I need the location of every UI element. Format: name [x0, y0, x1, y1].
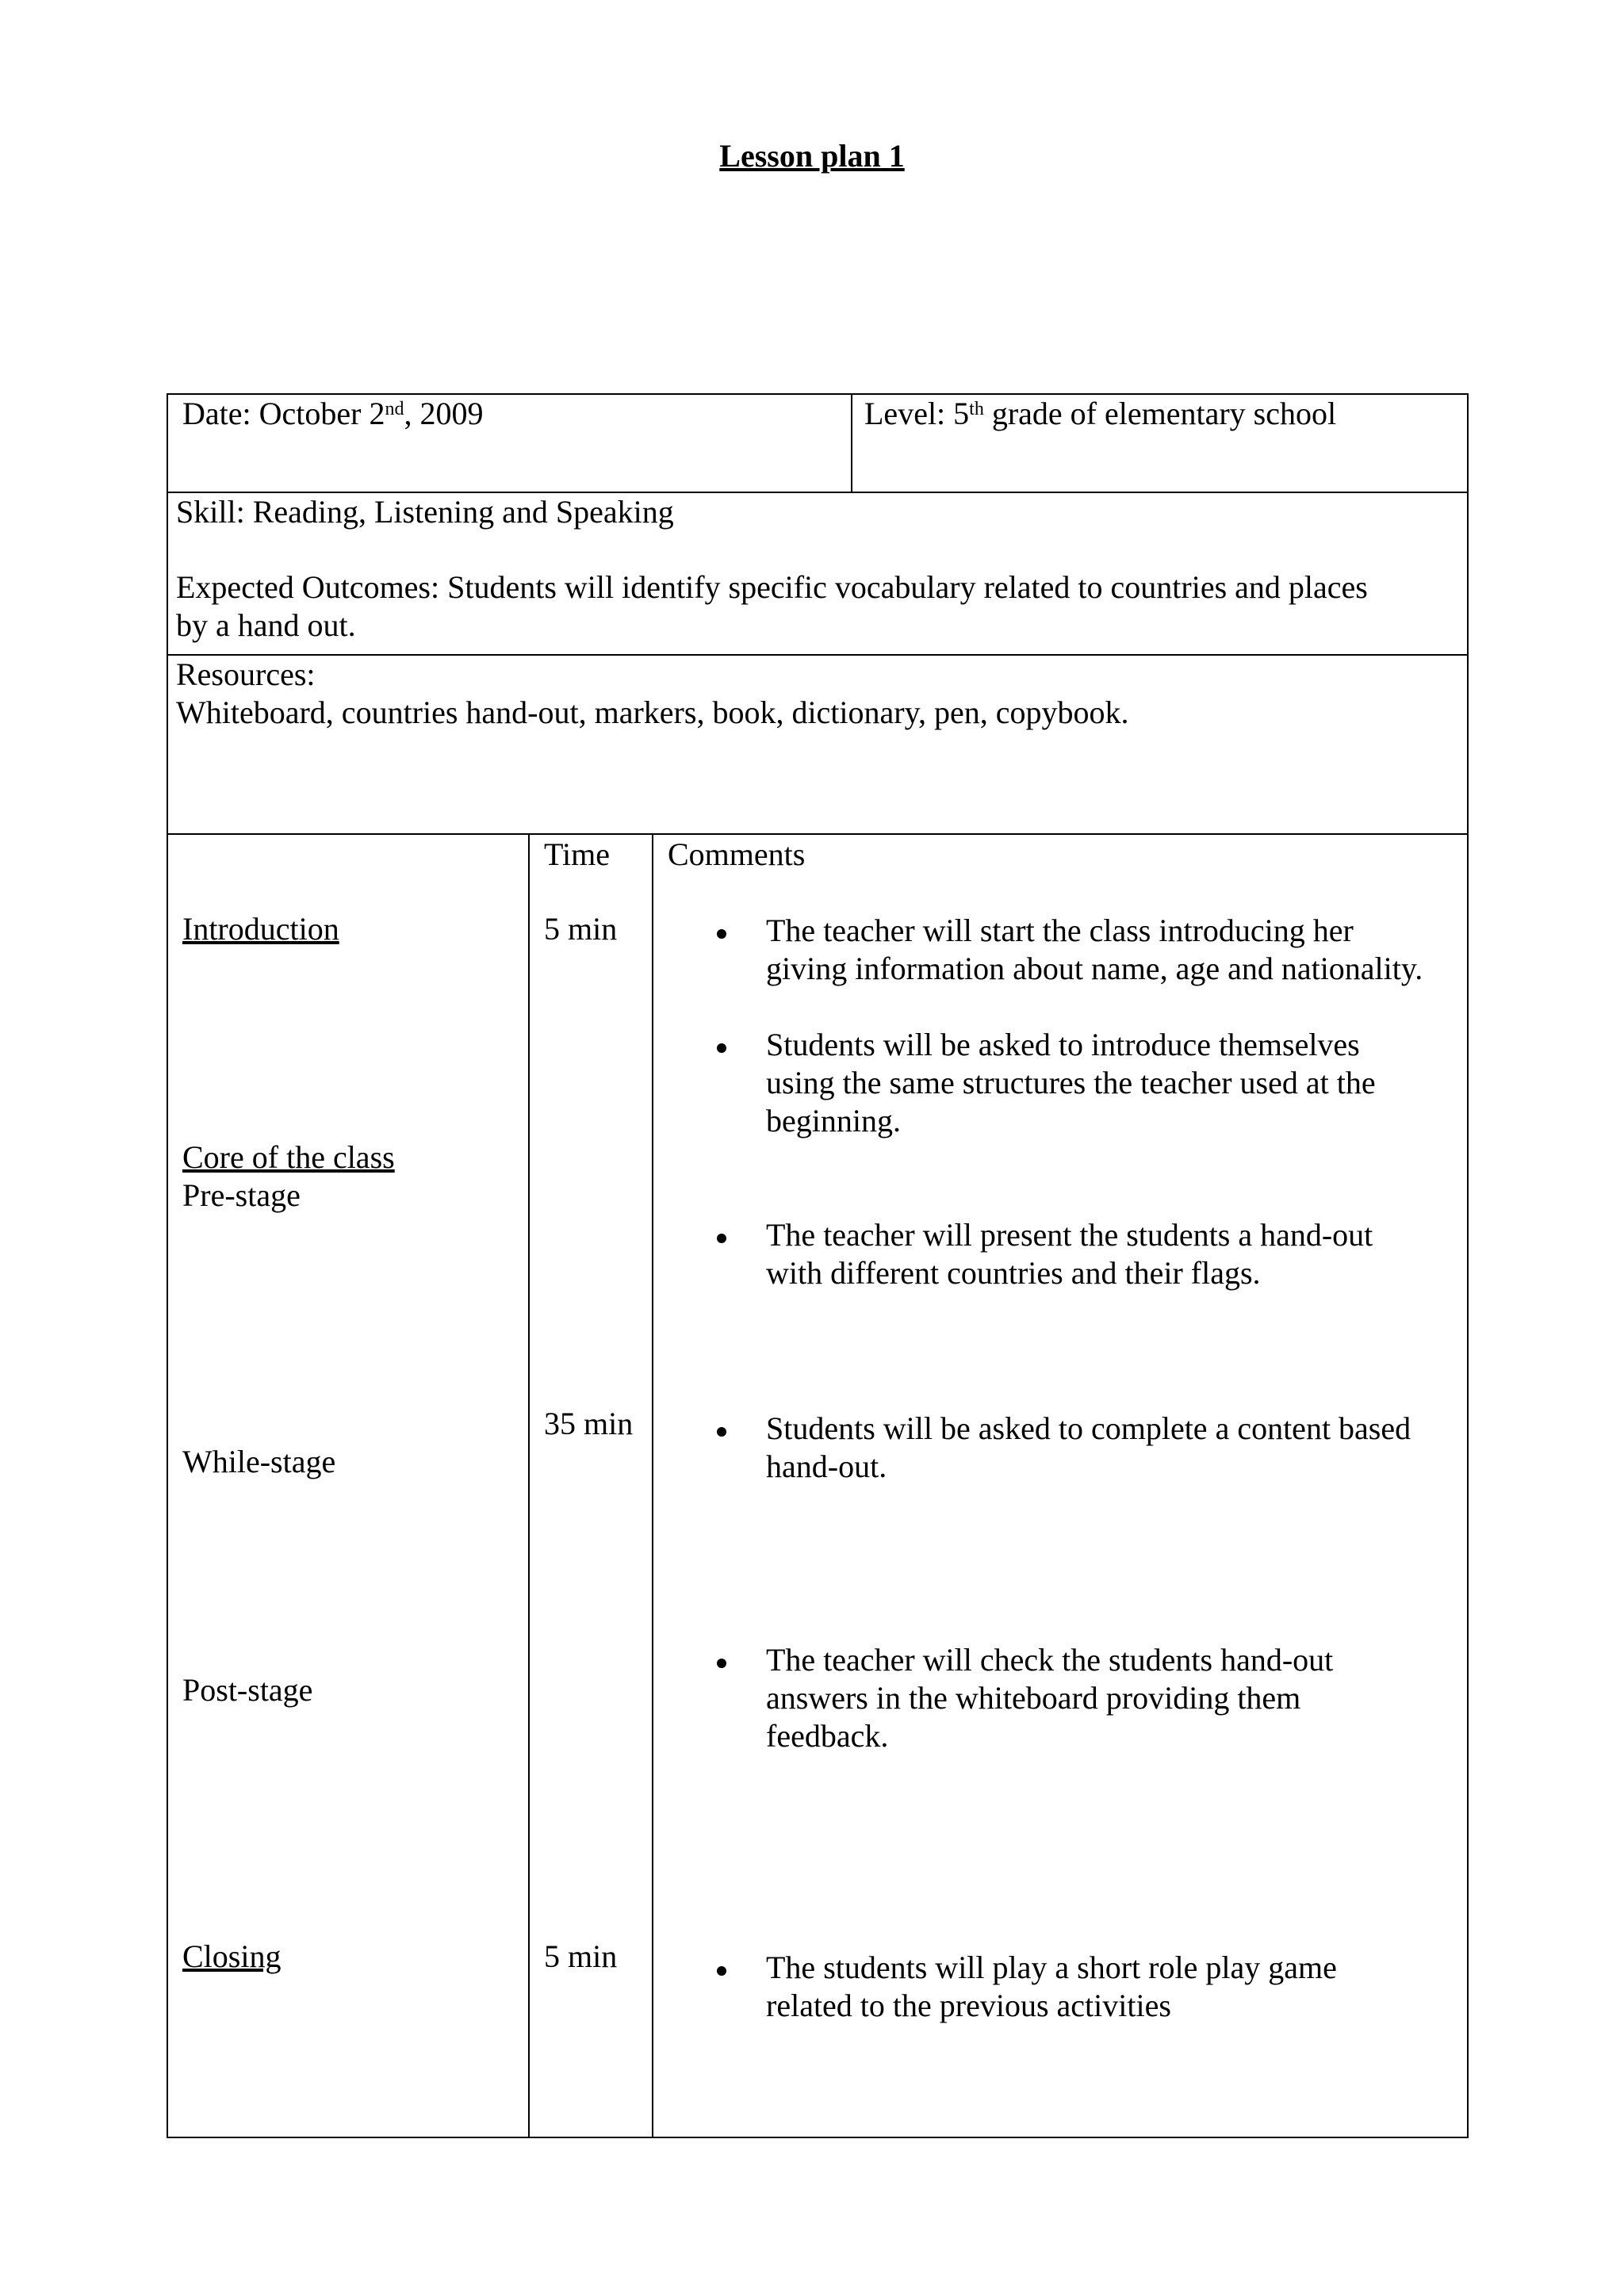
comment-6-line-1: The students will play a short role play game [766, 1950, 1337, 1985]
stage-while: While-stage [182, 1444, 336, 1479]
stage-post: Post-stage [182, 1672, 313, 1708]
comment-4-line-1: Students will be asked to complete a content based [766, 1410, 1411, 1446]
bullet-icon [717, 1043, 726, 1053]
expected-outcomes-line-2: by a hand out. [176, 607, 356, 643]
bullet-icon [717, 1234, 726, 1243]
comment-5-line-1: The teacher will check the students hand-out [766, 1642, 1334, 1678]
comment-6-line-2: related to the previous activities [766, 1988, 1171, 2023]
time-comments-divider [652, 833, 653, 2138]
time-while: 35 min [544, 1406, 634, 1441]
bullet-icon [717, 1427, 726, 1437]
time-introduction: 5 min [544, 911, 618, 947]
bullet-icon [717, 1966, 726, 1976]
date-level-divider [851, 393, 852, 492]
stage-core: Core of the class [182, 1139, 395, 1175]
comment-5-line-2: answers in the whiteboard providing them [766, 1680, 1301, 1716]
expected-outcomes-line-1: Expected Outcomes: Students will identify specific vocabulary related to countries and places [176, 569, 1368, 605]
bullet-icon [717, 929, 726, 939]
page-title: Lesson plan 1 [719, 138, 905, 174]
comment-4-line-2: hand-out. [766, 1448, 887, 1484]
skill-field: Skill: Reading, Listening and Speaking [176, 494, 674, 530]
time-header: Time [544, 836, 611, 872]
stage-pre: Pre-stage [182, 1177, 301, 1213]
resources-label: Resources: [176, 656, 316, 692]
stage-closing: Closing [182, 1938, 282, 1974]
level-field: Level: 5th grade of elementary school [864, 396, 1337, 431]
comment-2-line-1: Students will be asked to introduce themselves [766, 1027, 1360, 1062]
date-field: Date: October 2nd, 2009 [182, 396, 484, 431]
resources-items: Whiteboard, countries hand-out, markers, book, dictionary, pen, copybook. [176, 695, 1129, 730]
comment-3-line-2: with different countries and their flags. [766, 1255, 1261, 1291]
comment-1-line-1: The teacher will start the class introducing her [766, 913, 1354, 948]
comment-1-line-2: giving information about name, age and nationality. [766, 951, 1423, 986]
row-divider-2 [167, 654, 1469, 656]
comments-header: Comments [668, 836, 806, 872]
comment-3-line-1: The teacher will present the students a hand-out [766, 1217, 1373, 1253]
comment-2-line-2: using the same structures the teacher used at the [766, 1065, 1376, 1100]
comment-5-line-3: feedback. [766, 1718, 889, 1754]
time-closing: 5 min [544, 1938, 618, 1974]
lesson-info-table [167, 393, 1469, 835]
stage-time-divider [528, 833, 530, 2138]
comment-2-line-3: beginning. [766, 1103, 901, 1138]
bullet-icon [717, 1659, 726, 1668]
stage-introduction: Introduction [182, 911, 339, 947]
